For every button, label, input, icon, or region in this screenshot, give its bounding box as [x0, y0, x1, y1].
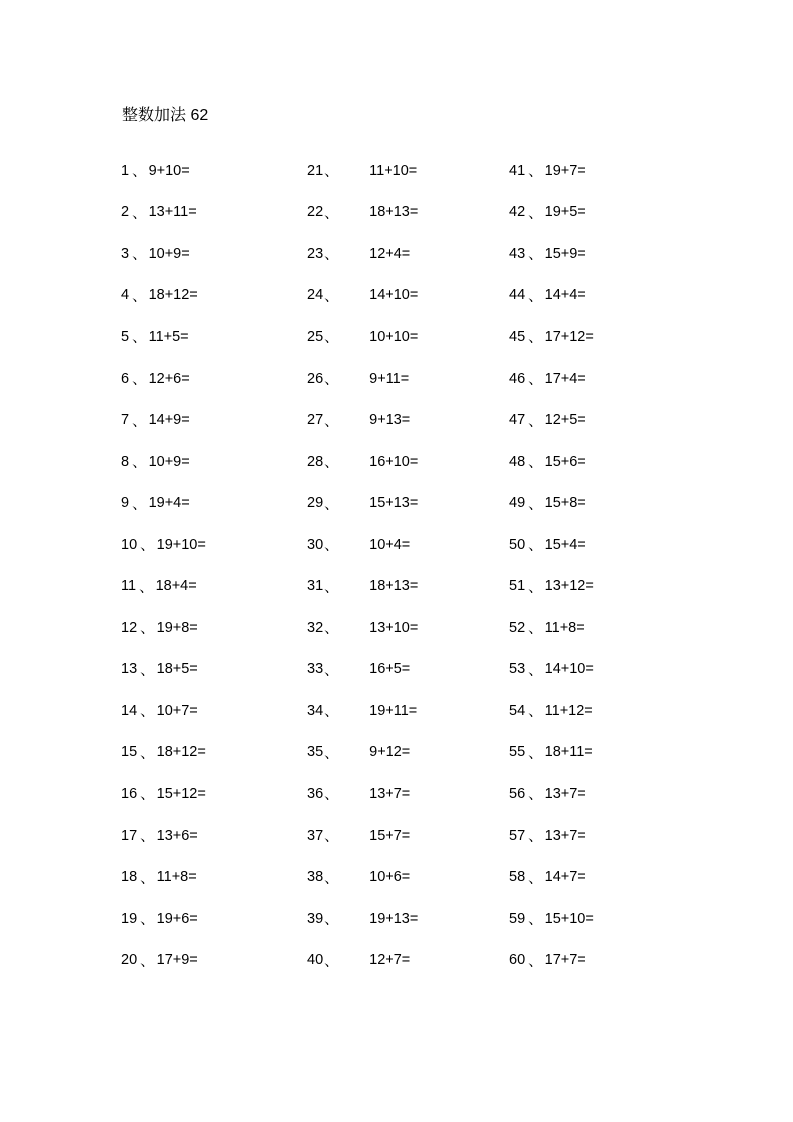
- problem-expression: 19+5=: [544, 204, 586, 221]
- problem-expression: 17+4=: [544, 370, 586, 387]
- problem-expression: 16+5=: [369, 661, 411, 678]
- problem-expression: 13+6=: [156, 827, 198, 844]
- problem-number: 2: [121, 204, 130, 221]
- problem-separator: 、: [528, 745, 543, 762]
- problem-number: 29: [307, 495, 324, 512]
- problem-separator: 、: [324, 496, 339, 513]
- problem-item: [121, 482, 206, 524]
- problem-expression: 18+13=: [369, 204, 419, 221]
- problem-expression: 19+6=: [156, 910, 198, 927]
- problem-expression: 10+9=: [148, 453, 190, 470]
- problem-item: [121, 233, 206, 275]
- problem-separator: 、: [528, 164, 543, 181]
- problem-separator: 、: [528, 579, 543, 596]
- problem-number: 36: [307, 785, 324, 802]
- problem-number: 51: [509, 578, 526, 595]
- problem-item: [307, 732, 418, 774]
- problem-item: [307, 939, 418, 981]
- problem-separator: 、: [324, 912, 339, 929]
- problem-item: [121, 898, 206, 940]
- problem-item: [509, 607, 594, 649]
- problem-number: 1: [121, 162, 130, 179]
- problem-item: [307, 524, 418, 566]
- problem-item: [121, 939, 206, 981]
- problem-separator: 、: [132, 330, 147, 347]
- problem-item: [121, 150, 206, 192]
- problem-separator: 、: [324, 413, 339, 430]
- problem-expression: 10+7=: [156, 702, 198, 719]
- problem-separator: 、: [132, 496, 147, 513]
- problem-separator: 、: [132, 455, 147, 472]
- problem-number: 54: [509, 702, 526, 719]
- problem-item: [121, 441, 206, 483]
- problem-number: 37: [307, 827, 324, 844]
- problem-number: 44: [509, 287, 526, 304]
- problem-number: 3: [121, 245, 130, 262]
- problem-number: 6: [121, 370, 130, 387]
- problem-number: 57: [509, 827, 526, 844]
- problem-number: 16: [121, 785, 138, 802]
- problem-separator: 、: [324, 704, 339, 721]
- problem-separator: 、: [324, 205, 339, 222]
- problem-separator: 、: [140, 662, 155, 679]
- problem-number: 15: [121, 744, 138, 761]
- problem-number: 19: [121, 910, 138, 927]
- problem-item: [509, 856, 594, 898]
- problem-expression: 11+8=: [156, 869, 197, 886]
- problem-item: [307, 773, 418, 815]
- problem-number: 23: [307, 245, 324, 262]
- problem-separator: 、: [324, 953, 339, 970]
- problem-separator: 、: [528, 829, 543, 846]
- problem-expression: 15+12=: [156, 785, 206, 802]
- problem-separator: 、: [140, 621, 155, 638]
- problem-number: 18: [121, 869, 138, 886]
- problem-separator: 、: [528, 870, 543, 887]
- problem-separator: 、: [140, 704, 155, 721]
- problem-expression: 18+12=: [148, 287, 198, 304]
- problem-item: [307, 275, 418, 317]
- problem-number: 34: [307, 702, 324, 719]
- problem-expression: 18+4=: [155, 578, 197, 595]
- problem-item: [121, 815, 206, 857]
- problem-separator: 、: [140, 870, 155, 887]
- problem-number: 17: [121, 827, 138, 844]
- problem-separator: 、: [140, 538, 155, 555]
- problem-item: [121, 690, 206, 732]
- problem-number: 20: [121, 952, 138, 969]
- problem-separator: 、: [528, 704, 543, 721]
- problem-expression: 13+7=: [369, 785, 411, 802]
- problem-separator: 、: [528, 372, 543, 388]
- problem-expression: 13+11=: [148, 204, 197, 221]
- problem-item: [509, 815, 594, 857]
- problem-separator: 、: [528, 455, 543, 472]
- problem-item: [509, 690, 594, 732]
- problem-separator: 、: [528, 953, 543, 970]
- problem-number: 45: [509, 328, 526, 345]
- problem-expression: 10+9=: [148, 245, 190, 262]
- problem-number: 52: [509, 619, 526, 636]
- problem-item: [307, 565, 418, 607]
- problem-expression: 19+11=: [369, 702, 418, 719]
- problem-item: [509, 150, 594, 192]
- problem-separator: 、: [528, 247, 543, 264]
- problem-expression: 17+7=: [544, 952, 586, 969]
- problem-item: [509, 565, 594, 607]
- problem-separator: 、: [528, 288, 543, 305]
- problem-number: 11: [121, 578, 137, 595]
- problem-number: 55: [509, 744, 526, 761]
- problem-separator: 、: [324, 372, 339, 388]
- problem-expression: 19+7=: [544, 162, 586, 179]
- problem-number: 9: [121, 495, 130, 512]
- problem-expression: 18+12=: [156, 744, 206, 761]
- problem-separator: 、: [324, 662, 339, 679]
- problem-expression: 9+10=: [148, 162, 190, 179]
- problem-item: [307, 815, 418, 857]
- problem-item: [121, 275, 206, 317]
- problem-number: 7: [121, 412, 130, 429]
- problem-separator: 、: [132, 413, 147, 430]
- problem-item: [307, 607, 418, 649]
- problem-separator: 、: [324, 787, 339, 804]
- problem-item: [121, 773, 206, 815]
- problem-expression: 13+10=: [369, 619, 419, 636]
- problem-expression: 18+5=: [156, 661, 198, 678]
- problem-column-1: [121, 150, 206, 981]
- problem-expression: 12+5=: [544, 412, 586, 429]
- problem-separator: 、: [140, 829, 155, 846]
- problem-number: 60: [509, 952, 526, 969]
- problem-item: [509, 358, 594, 400]
- problem-item: [121, 649, 206, 691]
- problem-expression: 12+4=: [369, 245, 411, 262]
- problem-separator: 、: [528, 413, 543, 430]
- problem-number: 27: [307, 412, 324, 429]
- problem-item: [509, 482, 594, 524]
- problem-expression: 13+7=: [544, 785, 586, 802]
- problem-separator: 、: [324, 164, 339, 181]
- problem-number: 24: [307, 287, 324, 304]
- problem-expression: 13+12=: [544, 578, 594, 595]
- problem-expression: 15+8=: [544, 495, 586, 512]
- problem-column-2: [307, 150, 418, 981]
- problem-expression: 10+10=: [369, 328, 419, 345]
- problem-number: 58: [509, 869, 526, 886]
- problem-item: [509, 275, 594, 317]
- problem-item: [307, 233, 418, 275]
- problem-expression: 18+13=: [369, 578, 419, 595]
- problem-number: 28: [307, 453, 324, 470]
- problem-item: [509, 524, 594, 566]
- problem-expression: 12+7=: [369, 952, 411, 969]
- problem-item: [307, 482, 418, 524]
- problem-expression: 14+9=: [148, 412, 190, 429]
- problem-separator: 、: [139, 579, 154, 596]
- problem-number: 22: [307, 204, 324, 221]
- problem-expression: 10+4=: [369, 536, 411, 553]
- problem-expression: 15+4=: [544, 536, 586, 553]
- problem-separator: 、: [324, 829, 339, 846]
- problem-number: 56: [509, 785, 526, 802]
- problem-item: [307, 690, 418, 732]
- problem-separator: 、: [324, 455, 339, 472]
- problem-separator: 、: [528, 912, 543, 929]
- problem-item: [509, 732, 594, 774]
- problem-separator: 、: [324, 579, 339, 596]
- problem-item: [307, 649, 418, 691]
- problem-number: 48: [509, 453, 526, 470]
- problem-number: 40: [307, 952, 324, 969]
- problem-number: 5: [121, 328, 130, 345]
- problem-item: [307, 150, 418, 192]
- problem-expression: 15+7=: [369, 827, 411, 844]
- problem-number: 26: [307, 370, 324, 387]
- problem-item: [121, 732, 206, 774]
- problem-expression: 13+7=: [544, 827, 586, 844]
- problem-separator: 、: [528, 621, 543, 638]
- problem-number: 47: [509, 412, 526, 429]
- problem-item: [509, 649, 594, 691]
- problem-expression: 11+10=: [369, 162, 418, 179]
- problem-separator: 、: [132, 164, 147, 181]
- problem-number: 33: [307, 661, 324, 678]
- problem-item: [509, 441, 594, 483]
- problem-separator: 、: [324, 288, 339, 305]
- problem-item: [509, 192, 594, 234]
- problem-expression: 14+10=: [544, 661, 594, 678]
- problem-separator: 、: [132, 372, 147, 388]
- problem-item: [307, 399, 418, 441]
- problem-number: 42: [509, 204, 526, 221]
- problem-separator: 、: [132, 247, 147, 264]
- problem-item: [121, 856, 206, 898]
- problem-item: [509, 898, 594, 940]
- problem-item: [121, 358, 206, 400]
- problem-number: 46: [509, 370, 526, 387]
- problem-item: [307, 441, 418, 483]
- problem-number: 50: [509, 536, 526, 553]
- problem-number: 32: [307, 619, 324, 636]
- problem-column-3: [509, 150, 594, 981]
- problem-separator: 、: [324, 538, 339, 555]
- problem-separator: 、: [324, 621, 339, 638]
- problem-number: 43: [509, 245, 526, 262]
- problem-expression: 17+9=: [156, 952, 198, 969]
- problem-expression: 9+12=: [369, 744, 411, 761]
- problem-expression: 19+8=: [156, 619, 198, 636]
- problem-item: [121, 524, 206, 566]
- problem-number: 8: [121, 453, 130, 470]
- problem-number: 39: [307, 910, 324, 927]
- problem-item: [121, 565, 206, 607]
- problem-number: 12: [121, 619, 138, 636]
- problem-item: [121, 192, 206, 234]
- problem-item: [509, 399, 594, 441]
- problem-separator: 、: [140, 745, 155, 762]
- problem-item: [307, 316, 418, 358]
- problem-number: 21: [307, 162, 324, 179]
- problem-expression: 14+7=: [544, 869, 586, 886]
- problem-expression: 12+6=: [148, 370, 190, 387]
- problem-expression: 15+10=: [544, 910, 594, 927]
- problem-item: [307, 898, 418, 940]
- problem-item: [509, 316, 594, 358]
- problem-separator: 、: [528, 538, 543, 555]
- problem-item: [307, 192, 418, 234]
- problem-separator: 、: [324, 870, 339, 887]
- problem-number: 38: [307, 869, 324, 886]
- problem-separator: 、: [528, 662, 543, 679]
- problem-separator: 、: [324, 745, 339, 762]
- problem-number: 30: [307, 536, 324, 553]
- problem-expression: 11+12=: [544, 702, 593, 719]
- problem-separator: 、: [528, 787, 543, 804]
- problem-item: [121, 399, 206, 441]
- page-title: 整数加法 62: [122, 107, 209, 124]
- problem-number: 59: [509, 910, 526, 927]
- problem-expression: 16+10=: [369, 453, 419, 470]
- problem-item: [307, 358, 418, 400]
- problem-separator: 、: [140, 912, 155, 929]
- problem-separator: 、: [324, 247, 339, 264]
- problem-number: 41: [509, 162, 526, 179]
- problem-number: 49: [509, 495, 526, 512]
- problem-expression: 15+9=: [544, 245, 586, 262]
- problem-number: 35: [307, 744, 324, 761]
- problem-expression: 11+5=: [148, 328, 189, 345]
- problem-separator: 、: [528, 330, 543, 347]
- problem-expression: 19+10=: [156, 536, 206, 553]
- problem-expression: 14+4=: [544, 287, 586, 304]
- problem-expression: 17+12=: [544, 328, 594, 345]
- problem-item: [121, 316, 206, 358]
- problem-separator: 、: [140, 787, 155, 804]
- problem-expression: 19+13=: [369, 910, 419, 927]
- problem-number: 14: [121, 702, 138, 719]
- problem-item: [509, 939, 594, 981]
- problem-number: 10: [121, 536, 138, 553]
- problem-expression: 9+11=: [369, 370, 410, 387]
- problem-item: [121, 607, 206, 649]
- problem-number: 4: [121, 287, 130, 304]
- problem-separator: 、: [132, 205, 147, 222]
- problem-expression: 9+13=: [369, 412, 411, 429]
- problem-expression: 10+6=: [369, 869, 411, 886]
- problem-expression: 11+8=: [544, 619, 585, 636]
- problem-number: 13: [121, 661, 138, 678]
- problem-separator: 、: [528, 205, 543, 222]
- problem-number: 31: [307, 578, 324, 595]
- problem-separator: 、: [132, 288, 147, 305]
- problem-number: 25: [307, 328, 324, 345]
- problem-separator: 、: [528, 496, 543, 513]
- problem-separator: 、: [324, 330, 339, 347]
- problem-item: [307, 856, 418, 898]
- problem-expression: 19+4=: [148, 495, 190, 512]
- problem-expression: 18+11=: [544, 744, 593, 761]
- problem-separator: 、: [140, 953, 155, 970]
- problem-item: [509, 233, 594, 275]
- problem-expression: 15+13=: [369, 495, 419, 512]
- problem-item: [509, 773, 594, 815]
- problem-expression: 15+6=: [544, 453, 586, 470]
- problem-number: 53: [509, 661, 526, 678]
- problem-expression: 14+10=: [369, 287, 419, 304]
